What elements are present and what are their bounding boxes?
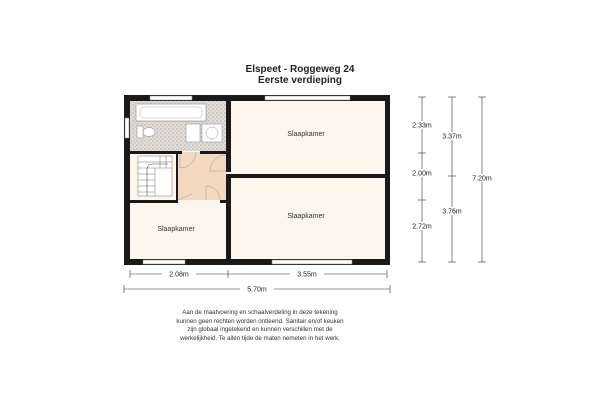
dim-label-right-upper: 3.37m [442,133,462,141]
dim-label-left: 2.08m [169,271,189,279]
room-label-bedroom-small: Slaapkamer [157,226,195,233]
dim-label-top: 2.33m [412,122,432,130]
room-label-bedroom-top: Slaapkamer [287,131,325,138]
landing-floor [178,152,226,200]
room-label-bedroom-bottom: Slaapkamer [287,213,325,220]
disclaimer-line: zijn globaal ingetekend en kunnen verschillen met de [187,326,333,333]
sink-icon [202,124,222,142]
disclaimer-line: Aan de maatvoering en schaalverdeling in deze tekening [182,309,338,316]
dim-label-total-height: 7.20m [472,175,492,183]
disclaimer-line: werkelijkheid. Te allen tijde de maten nemeten in het werk. [180,334,340,342]
disclaimer-line: kunnen geen rechten worden ontleend. Sanitair en/of keuken [176,317,344,325]
dim-label-total-width: 5.70m [247,286,267,294]
bathtub-icon [136,104,206,121]
staircase-icon [138,156,172,196]
dim-label-right-lower: 3.76m [442,208,462,216]
plan-subtitle: Eerste verdieping [258,75,342,86]
plan-title: Elspeet - Roggeweg 24 [245,64,355,75]
dim-label-right: 3.55m [297,271,317,279]
disclaimer-text [120,309,400,343]
shower-icon [186,124,200,142]
dim-label-lower: 2.72m [412,223,432,231]
dim-label-middle: 2.00m [412,170,432,178]
